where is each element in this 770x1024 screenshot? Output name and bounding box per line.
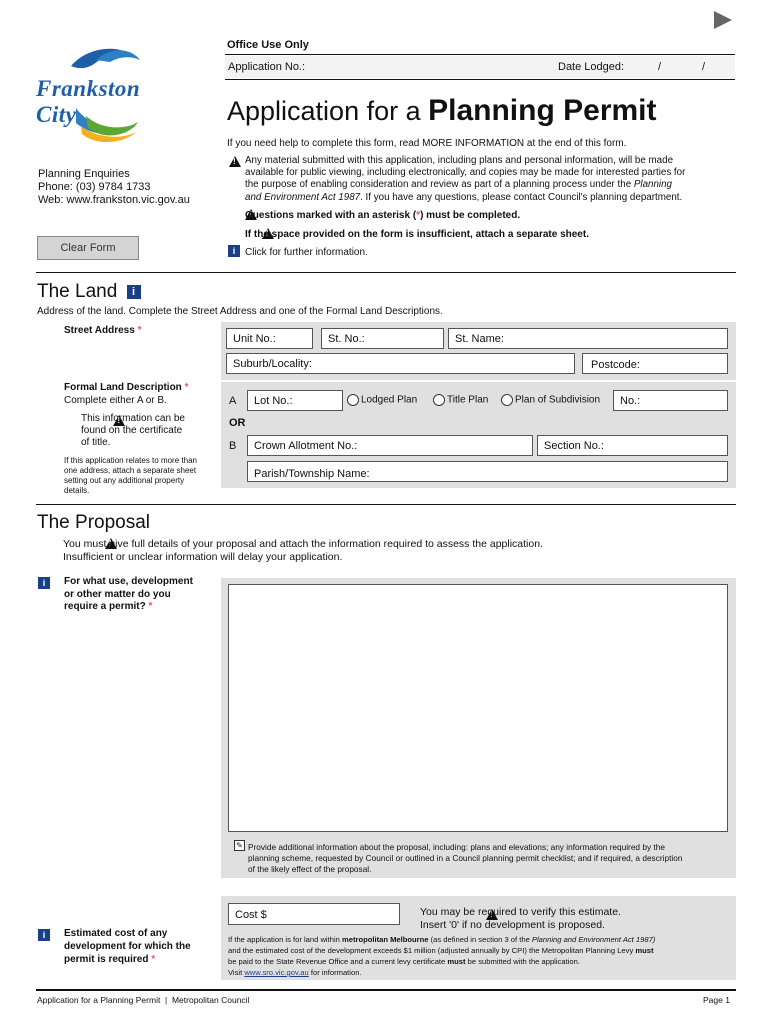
suburb-field[interactable]: Suburb/Locality: [226,353,575,374]
levy-note [228,934,733,978]
public-notice-line [245,179,740,191]
note-line [228,967,733,978]
street-address-label [64,325,141,336]
public-notice [245,155,740,204]
text-run: permit is required [64,954,149,965]
title-plan-radio[interactable] [433,394,488,406]
note-line: setting out any additional property [64,476,185,485]
info-icon[interactable]: i [38,929,50,941]
or-label: OR [229,417,246,429]
note-line: planning scheme, requested by Council or outlined in a Council planning permit checklist; and if required, a description [248,853,683,863]
land-section-title [37,281,141,303]
parish-field[interactable]: Parish/Township Name: [247,461,728,482]
radio-circle[interactable] [501,394,513,406]
footer-left: Application for a Planning Permit | Metropolitan Council [37,995,250,1005]
date-lodged-label: Date Lodged: [558,61,625,73]
note-line: Provide additional information about the proposal, including: plans and elevations; any information required by the [248,842,665,852]
help-text: If you need help to complete this form, read MORE INFORMATION at the end of this form. [227,138,627,149]
text-run: must [447,957,466,966]
title-bold: Planning Permit [428,94,657,127]
contact-phone: Phone: (03) 9784 1733 [38,181,151,193]
click-info-note: Click for further information. [245,247,368,258]
asterisk: * [151,954,156,965]
radio-label: Plan of Subdivision [515,394,601,406]
lot-no-field[interactable]: Lot No.: [247,390,343,411]
formal-land-label [64,382,188,393]
verify-note [420,906,621,932]
title-prefix: Application for a [227,96,429,126]
application-no-label: Application No.: [228,61,306,73]
text-run: Street Address [64,325,135,336]
question-line: Estimated cost of any [64,928,168,939]
asterisk: * [137,325,142,336]
public-notice-line [245,192,740,204]
crown-allotment-field[interactable]: Crown Allotment No.: [247,435,533,456]
note-line: Insufficient or unclear information will delay your application. [63,551,343,563]
note-line: If this application relates to more than [64,456,197,465]
note-line [228,945,733,956]
text-run: metropolitan Melbourne [341,935,429,944]
text-run: Questions marked with an asterisk ( [245,210,417,221]
section-title-text: The Land [37,281,118,302]
formal-land-sub: Complete either A or B. [64,395,167,406]
contact-title: Planning Enquiries [38,168,130,180]
radio-label: Lodged Plan [361,394,418,406]
clear-form-button[interactable]: Clear Form [37,236,139,260]
note-line: You may be required to verify this estimate. [420,906,621,918]
info-icon[interactable]: i [38,577,50,589]
info-icon[interactable]: i [228,245,240,257]
text-run: the purpose of enabling consideration and review as part of a planning process under the [245,179,634,191]
plan-no-field[interactable]: No.: [613,390,728,411]
lodged-plan-radio[interactable] [347,394,417,406]
cost-field[interactable]: Cost $ [228,903,400,925]
text-run: (as defined in section 3 of the [428,935,532,944]
use-question [64,576,193,614]
certificate-note [81,413,185,449]
note-line: details. [64,486,90,495]
unit-no-field[interactable]: Unit No.: [226,328,313,349]
text-run: ) must be completed. [420,210,521,221]
text-run: and the estimated cost of the development exceeds $1 million (adjusted annually by CPI) the Metropolitan Planning Levy [228,946,636,955]
additional-info-note [248,842,733,875]
text-run: If the application is for land within [228,935,342,944]
st-no-field[interactable]: St. No.: [321,328,444,349]
proposal-textarea[interactable] [228,584,728,832]
contact-block [38,168,190,207]
multi-address-note [64,456,197,496]
asterisk: * [184,382,189,393]
text-run: Formal Land Description [64,382,182,393]
radio-circle[interactable] [347,394,359,406]
public-notice-line: Any material submitted with this application, including plans and personal information, will be made [245,155,674,166]
text-run: Planning [633,179,673,191]
sro-link[interactable]: www.sro.vic.gov.au [244,968,309,977]
option-b-label: B [229,440,237,452]
note-line: You must give full details of your proposal and attach the information required to assess the application. [63,538,543,550]
contact-web: Web: www.frankston.vic.gov.au [38,194,190,206]
info-icon[interactable]: i [127,285,141,299]
logo-text: Frankston City [36,76,141,127]
page-title [227,94,657,128]
text-run: be paid to the State Revenue Office and a current levy certificate [228,957,448,966]
separate-sheet-note: If the space provided on the form is insufficient, attach a separate sheet. [245,229,589,240]
date-separator: / [702,61,706,73]
text-run: and Environment Act 1987 [245,191,361,203]
public-notice-line: available for public viewing, including electronically, and copies may be made for interested parties for [245,167,686,179]
proposal-section-title: The Proposal [37,512,151,533]
plan-of-subdivision-radio[interactable] [501,394,600,406]
footer-page-number: Page 1 [703,995,730,1005]
question-line: For what use, development [64,576,193,587]
text-run: Planning and Environment Act 1987) [531,935,656,944]
text-run: for information. [308,968,362,977]
warning-icon [229,156,241,167]
option-a-label: A [229,395,237,407]
next-page-arrow-icon[interactable] [714,11,732,29]
text-run: must [635,946,654,955]
land-description: Address of the land. Complete the Street Address and one of the Formal Land Descriptions. [37,306,443,317]
note-line: of the likely effect of the proposal. [248,864,372,874]
asterisk: * [148,601,153,612]
note-line: This information can be [81,413,185,424]
radio-circle[interactable] [433,394,445,406]
note-line: of title. [81,437,111,448]
radio-label: Title Plan [447,394,489,406]
asterisk: * [416,210,421,221]
question-line [64,601,193,614]
text-run: Visit [228,968,245,977]
section-no-field[interactable]: Section No.: [537,435,728,456]
asterisk-note [245,210,520,221]
note-line: Insert '0' if no development is proposed. [420,919,605,931]
question-line [64,953,191,966]
text-run: . If you have any questions, please contact Council's planning department. [360,191,683,203]
question-line: development for which the [64,941,191,952]
note-line [228,934,733,945]
edit-icon: ✎ [234,840,245,851]
text-run: require a permit? [64,601,146,612]
note-line [228,956,733,967]
text-run: be submitted with the application. [465,957,580,966]
note-line: one address, attach a separate sheet [64,466,197,475]
estimated-cost-question [64,927,191,966]
question-line: or other matter do you [64,588,171,600]
date-separator: / [658,61,662,73]
postcode-field[interactable]: Postcode: [582,353,728,374]
office-use-label: Office Use Only [227,39,309,51]
note-line: found on the certificate [81,425,183,436]
st-name-field[interactable]: St. Name: [448,328,728,349]
frankston-city-logo [36,38,186,148]
proposal-must-note [63,538,543,564]
